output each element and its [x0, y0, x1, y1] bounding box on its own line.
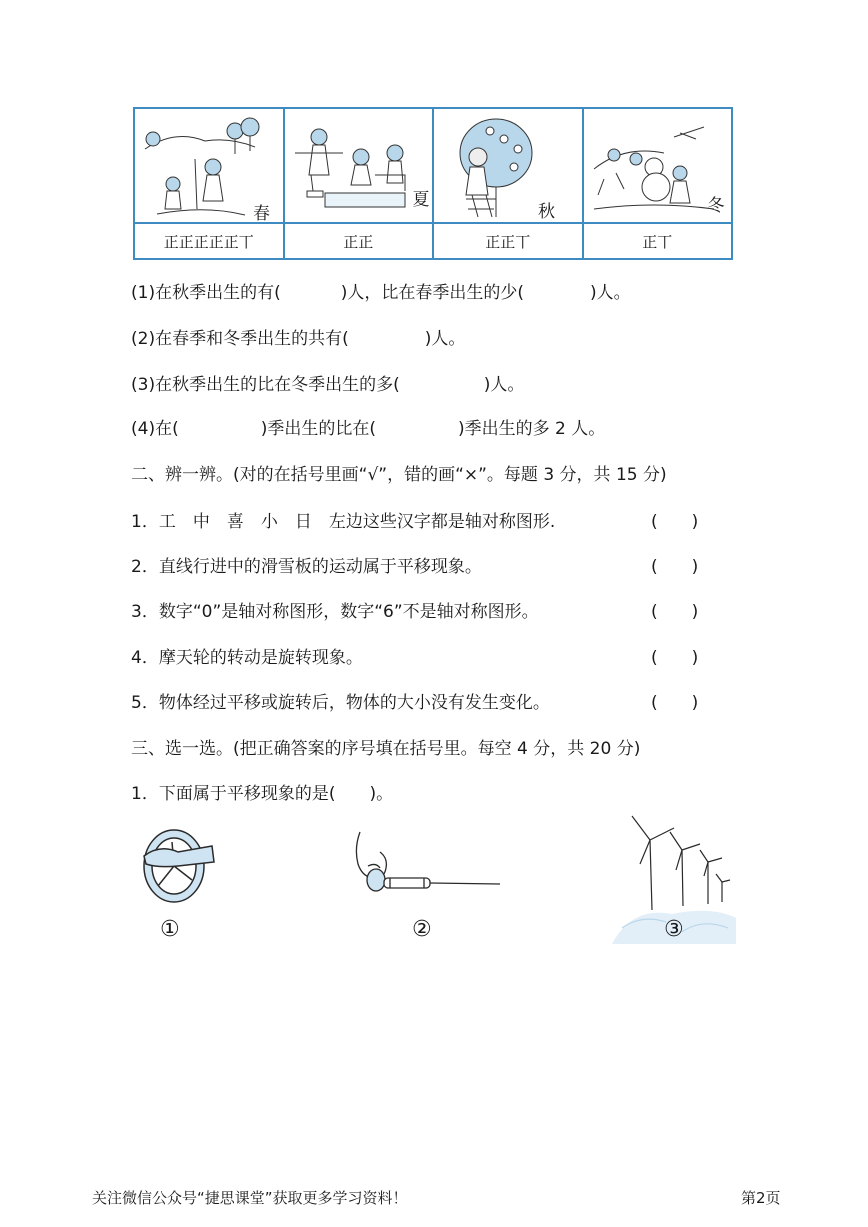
q1-2-text-b: )人。 — [424, 329, 466, 349]
judge-answer-3[interactable]: ( ) — [651, 602, 699, 622]
q1-3-text-a: (3)在秋季出生的比在冬季出生的多( — [131, 375, 400, 395]
q1-3-text-b: )人。 — [483, 375, 525, 395]
q1-2-text-a: (2)在春季和冬季出生的共有( — [131, 329, 349, 349]
winter-picture-cell — [583, 108, 733, 223]
tally-summer: 正正 — [284, 223, 434, 259]
choice-question-1: 1．下面属于平移现象的是( )。 — [131, 784, 394, 804]
judge-item-5: 5．物体经过平移或旋转后，物体的大小没有发生变化。 — [131, 693, 550, 713]
season-table — [133, 107, 733, 260]
steering-wheel-image — [138, 822, 218, 912]
summer-illustration — [285, 109, 433, 222]
judge-item-2: 2．直线行进中的滑雪板的运动属于平移现象。 — [131, 557, 482, 577]
option-1-number[interactable]: ① — [160, 917, 180, 942]
question-1-4 — [131, 414, 605, 439]
q1-4-text-c: )季出生的多 2 人。 — [457, 419, 606, 439]
judge-answer-1[interactable]: ( ) — [651, 512, 699, 532]
q1-1-text-a: (1)在秋季出生的有( — [131, 283, 281, 303]
season-label-summer: 夏 — [412, 190, 430, 210]
option-2-number[interactable]: ② — [412, 917, 432, 942]
tally-winter: 正丅 — [583, 223, 733, 259]
season-label-spring: 春 — [253, 204, 270, 224]
autumn-illustration — [434, 109, 582, 222]
tally-spring: 正正正正正丅 — [134, 223, 284, 259]
autumn-picture-cell — [433, 108, 583, 223]
question-1-3 — [131, 370, 524, 395]
section-2-title: 二、辨一辨。(对的在括号里画“√”，错的画“×”。每题 3 分，共 15 分) — [131, 465, 667, 485]
option-3-number[interactable]: ③ — [664, 917, 684, 942]
judge-answer-2[interactable]: ( ) — [651, 557, 699, 577]
q1-4-text-a: (4)在( — [131, 419, 179, 439]
judge-answer-5[interactable]: ( ) — [651, 693, 699, 713]
tally-autumn: 正正丅 — [433, 223, 583, 259]
q1-1-text-c: )人。 — [589, 283, 631, 303]
season-label-autumn: 秋 — [538, 202, 555, 222]
page-number: 第2页 — [741, 1189, 781, 1207]
q1-4-text-b: )季出生的比在( — [260, 419, 376, 439]
judge-answer-4[interactable]: ( ) — [651, 648, 699, 668]
spring-picture-cell — [134, 108, 284, 223]
judge-item-1: 1．工 中 喜 小 日 左边这些汉字都是轴对称图形. — [131, 512, 556, 532]
question-1-2 — [131, 324, 465, 349]
footer-promo-text: 关注微信公众号“捷思课堂”获取更多学习资料！ — [92, 1189, 408, 1207]
q1-1-text-b: )人，比在春季出生的少( — [340, 283, 524, 303]
season-label-winter: 冬 — [707, 196, 725, 216]
question-1-1 — [131, 278, 631, 303]
judge-item-3: 3．数字“0”是轴对称图形，数字“6”不是轴对称图形。 — [131, 602, 539, 622]
awl-hand-image — [350, 828, 505, 908]
summer-picture-cell — [284, 108, 434, 223]
judge-item-4: 4．摩天轮的转动是旋转现象。 — [131, 648, 363, 668]
section-3-title: 三、选一选。(把正确答案的序号填在括号里。每空 4 分，共 20 分) — [131, 739, 641, 759]
